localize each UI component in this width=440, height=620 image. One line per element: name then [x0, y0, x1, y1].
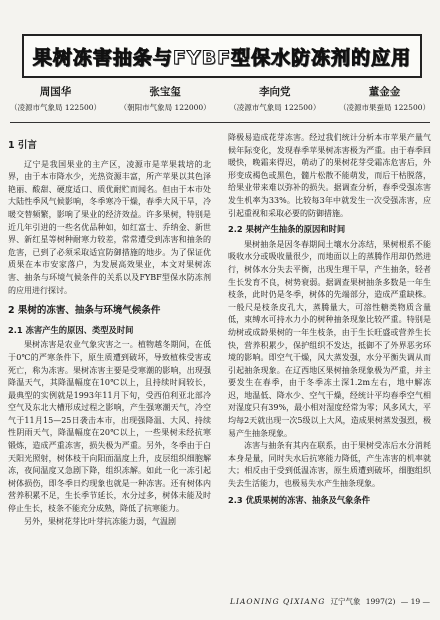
- journal-name-latin: LIAONING QIXIANG: [230, 597, 326, 606]
- subsection-heading-2-3: 2.3 优质果树的冻害、抽条及气象条件: [228, 494, 371, 505]
- article-title: 果树冻害抽条与FYBF型保水防冻剂的应用: [32, 46, 412, 69]
- author-name: 张宝玺: [149, 86, 181, 98]
- journal-issue: 1997(2): [365, 597, 396, 606]
- author-affiliation: （凌源市果蚕局 122500）: [338, 103, 430, 112]
- author-2: [120, 84, 211, 113]
- author-name: 周国华: [39, 86, 72, 98]
- page-footer: [230, 596, 430, 607]
- paragraph-flower-bud: 另外，果树花芽比叶芽抗冻能力弱，气温剧: [24, 516, 176, 526]
- author-list: [10, 84, 430, 113]
- paragraph-spring-frost: 降极易造成花芽冻害。经过我们统计分析本市苹果产量气候年际变化，发现春季苹果树冻害极为严重。由于春季回暖快，晚霜来得迟，萌动了的果树花芽受霜冻危害后，外形变成褐色或黑色，髓片松散不能萌发，而后干枯脱落，给果业带来难以弥补的损失。据调查分析，春季受强冻害发生机率为33%。比较每3年中就发生一次受强冻害，应引起重视和采取必要的防御措施。: [228, 133, 431, 218]
- right-column: [228, 132, 431, 509]
- journal-name-cn: 辽宁气象: [330, 597, 361, 606]
- author-name: 李向党: [259, 86, 291, 98]
- author-affiliation: （朝阳市气象局 122000）: [119, 103, 211, 112]
- page-number: — 19 —: [400, 597, 430, 606]
- author-4: [339, 84, 430, 113]
- section-heading-2: 2 果树的冻害、抽条与环境气候条件: [8, 305, 161, 317]
- author-3: [229, 84, 320, 113]
- subsection-heading-2-2: 2.2 果树产生抽条的原因和时间: [228, 224, 346, 235]
- paragraph-dieback: 果树抽条是因冬春期间土壤水分冻结，果树根系不能吸收水分或吸收量很少，而地面以上的蒸腾作用却仍然进行，树体水分失去平衡，出现生理干旱，产生抽条，轻者生长发育不良，树势衰弱。据调查果树抽条多数是一年生枝条，此时仍是冬季，树体的先端部分，造成严重缺株。一般尺是枝条皮孔大，蒸腾量大，可溶性糖类物质含量低，束缚水可持水力小的树种抽条现象比较严重。特别是幼树或成龄果树的一年生枝条，由于生长旺盛或营养生长快，营养积累少，保护组织不发达，抵御不了外界恶劣环境的影响。即空气干燥，风大蒸发强，水分平衡失调从而引起抽条现象。在辽西地区果树抽条现象极为严重，并主要发生在春季，由于冬季冻土深1.2m左右，地中解冻迟，地温低、降水少、空气干燥，经统计平均春季空气相对湿度只有39%，最小相对湿度经常为零；风多风大，平均每2天就出现一次5级以上大风，造成果树蒸发强烈，极易产生抽条现象。: [228, 239, 431, 438]
- subsection-heading-2-1: 2.1 冻害产生的原因、类型及时间: [8, 324, 134, 335]
- paragraph-freeze-cause: 果树冻害是农业气象灾害之一。植物越冬期间，在低于0℃的严寒条件下，原生质遭到破坏，导致植株受害或死亡，称为冻害。果树冻害主要是受寒潮的影响，出现强降温天气，其降温幅度在10℃以上，且持续时间较长，最典型的实例就是1993年11月下旬，受西伯利亚北部冷空气及东北大槽形成过程之影响，产生强寒潮天气，冷空气于11月15—25日袭击本市，出现强降温、大风、持续性阴雨天气，降温幅度在20℃以上，一些果树未经抗寒锻炼，造成严重冻害，损失极为严重。另外，冬季由于白天阳光照射，树体枝干向阳面温度上升，皮层组织细胞解冻，夜间温度又急剧下降，组织冻解。如此一化一冻引起树体损伤，即冬季日灼现象也就是一种冻害。还有树体内营养积累不足，生长季节延长，水分过多，树体未能及时停止生长，枝条不能充分成熟，降低了抗寒能力。: [8, 340, 211, 514]
- author-name: 董金金: [368, 86, 401, 98]
- article-title-banner: [22, 34, 422, 78]
- left-column: [8, 132, 211, 528]
- author-1: [10, 84, 101, 113]
- paragraph-relation: 冻害与抽条有其内在联系，由于果树受冻后水分消耗本身是量，同时失水后抗寒能力降低，产生冻害的机率就大；相反由于受到低温冻害，原生质遭到破坏，细胞组织失去生活能力，也极易失水产生抽条现象。: [228, 441, 431, 489]
- paragraph-intro: 辽宁是我国果业的主产区，凌源市是苹果栽培的北界，由于本市降水少，光热资源丰富，所产苹果以其色泽艳丽、酸甜、硬度适口、质优耐贮而闻名。但由于本市处大陆性季风气候影响，冬季寒冷干燥，春季大风干旱，冷暖交替频繁，影响了果业的经济效益。许多果树，特别是近几年引进的一些名优品种如，如红富士、乔纳金、新世界、新红星等树种耐寒力较差，常常遭受到冻害和抽条的危害，已到了必须采取适宜防御措施的地步。为了保证优质果在本市安家落户，为发展高效果业，本文对果树冻害、抽条与环境气候条件的关系以及FYBF型保水防冻剂的应用进行探讨。: [8, 159, 211, 295]
- author-affiliation: （凌源市气象局 122500）: [10, 103, 102, 112]
- header-divider: [10, 122, 430, 123]
- author-affiliation: （凌源市气象局 122500）: [229, 103, 321, 112]
- section-heading-intro: 1 引言: [8, 140, 37, 151]
